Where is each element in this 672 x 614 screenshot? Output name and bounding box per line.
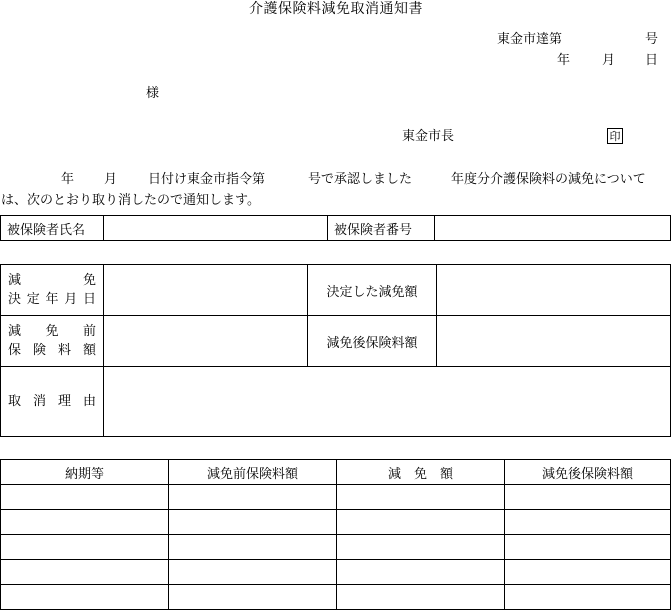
body-fiscal-year-part: 年度分介護保険料の減免について bbox=[451, 172, 646, 187]
insured-name-field[interactable] bbox=[104, 216, 328, 241]
decision-date-label-line1: 減 免 bbox=[8, 273, 96, 288]
col-header-post-reduction: 減免後保険料額 bbox=[505, 460, 671, 485]
table-row bbox=[1, 535, 671, 560]
table-cell[interactable] bbox=[505, 535, 671, 560]
doc-number-suffix: 号 bbox=[645, 32, 659, 47]
payment-schedule-table bbox=[0, 459, 671, 610]
table-cell[interactable] bbox=[337, 510, 505, 535]
col-header-payment-period: 納期等 bbox=[1, 460, 169, 485]
table-cell[interactable] bbox=[169, 510, 337, 535]
table-cell[interactable] bbox=[337, 535, 505, 560]
date-year-label: 年 bbox=[557, 53, 571, 68]
insured-number-field[interactable] bbox=[435, 216, 671, 241]
pre-reduction-label-line2: 保険料額 bbox=[8, 343, 96, 358]
col-header-pre-reduction: 減免前保険料額 bbox=[169, 460, 337, 485]
decision-date-label bbox=[1, 265, 104, 316]
table-cell[interactable] bbox=[505, 485, 671, 510]
date-day-label: 日 bbox=[645, 53, 659, 68]
table-cell[interactable] bbox=[505, 510, 671, 535]
pre-reduction-field[interactable] bbox=[104, 316, 308, 367]
doc-number-prefix: 東金市達第 bbox=[497, 32, 563, 47]
table-cell[interactable] bbox=[169, 535, 337, 560]
table-cell[interactable] bbox=[505, 560, 671, 585]
document-title: 介護保険料減免取消通知書 bbox=[249, 1, 423, 17]
decision-date-label-line2: 決定年月日 bbox=[8, 292, 96, 307]
reduction-decision-table bbox=[0, 264, 671, 437]
table-cell[interactable] bbox=[1, 560, 169, 585]
body-month: 月 bbox=[104, 172, 118, 187]
table-cell[interactable] bbox=[337, 585, 505, 610]
table-cell[interactable] bbox=[1, 485, 169, 510]
decided-reduction-field[interactable] bbox=[437, 265, 671, 316]
decided-reduction-label: 決定した減免額 bbox=[308, 265, 437, 316]
body-number-part: 号で承認しました bbox=[308, 172, 413, 187]
post-reduction-field[interactable] bbox=[437, 316, 671, 367]
table-cell[interactable] bbox=[1, 535, 169, 560]
seal-mark: 印 bbox=[607, 128, 623, 144]
table-cell[interactable] bbox=[1, 510, 169, 535]
cancel-reason-label-text: 取消理由 bbox=[8, 394, 96, 409]
pre-reduction-label-line1: 減 免 前 bbox=[8, 324, 96, 339]
col-header-reduction-amount: 減 免 額 bbox=[337, 460, 505, 485]
table-row bbox=[1, 585, 671, 610]
issuer-name: 東金市長 bbox=[402, 129, 455, 144]
table-cell[interactable] bbox=[337, 560, 505, 585]
pre-reduction-label bbox=[1, 316, 104, 367]
table-cell[interactable] bbox=[169, 485, 337, 510]
table-cell[interactable] bbox=[505, 585, 671, 610]
body-date-part: 日付け東金市指令第 bbox=[148, 172, 266, 187]
table-cell[interactable] bbox=[169, 585, 337, 610]
table-cell[interactable] bbox=[169, 560, 337, 585]
table-cell[interactable] bbox=[1, 585, 169, 610]
insured-info-table bbox=[0, 215, 671, 241]
date-month-label: 月 bbox=[602, 53, 616, 68]
decision-date-field[interactable] bbox=[104, 265, 308, 316]
cancel-reason-label bbox=[1, 367, 104, 437]
table-row bbox=[1, 560, 671, 585]
table-row bbox=[1, 485, 671, 510]
post-reduction-label: 減免後保険料額 bbox=[308, 316, 437, 367]
body-line-2: は、次のとおり取り消したので通知します。 bbox=[1, 193, 260, 208]
insured-name-label: 被保険者氏名 bbox=[1, 216, 104, 241]
cancel-reason-field[interactable] bbox=[104, 367, 671, 437]
table-cell[interactable] bbox=[337, 485, 505, 510]
recipient-honorific: 様 bbox=[146, 86, 160, 101]
table-row bbox=[1, 510, 671, 535]
insured-number-label: 被保険者番号 bbox=[328, 216, 435, 241]
body-year: 年 bbox=[61, 172, 75, 187]
